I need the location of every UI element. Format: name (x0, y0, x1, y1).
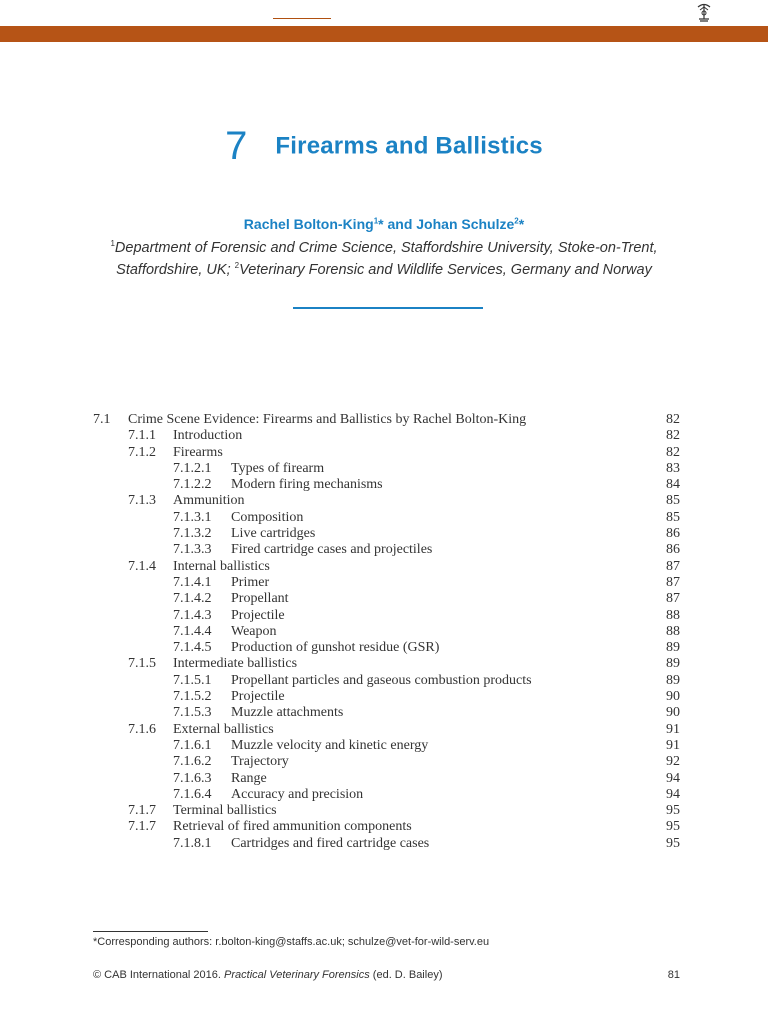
toc-entry-number: 7.1.4.5 (173, 640, 212, 656)
toc-entry-title: Live cartridges (231, 526, 316, 542)
chapter-heading (0, 124, 768, 169)
affiliations (80, 235, 688, 279)
author-name: Johan Schulze (416, 216, 515, 232)
toc-entry-title: Projectile (231, 607, 285, 623)
toc-entry-title: Modern firing mechanisms (231, 477, 383, 493)
toc-entry-page: 86 (666, 542, 680, 558)
toc-entry[interactable] (0, 542, 768, 558)
toc-entry-number: 7.1.7 (128, 819, 156, 835)
toc-entry-page: 87 (666, 574, 680, 590)
toc-entry-number: 7.1.3.1 (173, 509, 212, 525)
toc-entry-number: 7.1.2.2 (173, 477, 212, 493)
toc-entry-title: Propellant (231, 591, 289, 607)
toc-entry-number: 7.1.6.3 (173, 770, 212, 786)
toc-entry-number: 7.1.1 (128, 428, 156, 444)
toc-entry-page: 83 (666, 460, 680, 476)
toc-entry[interactable] (0, 461, 768, 477)
toc-entry-title: Accuracy and precision (231, 786, 364, 802)
toc-entry-title: Crime Scene Evidence: Firearms and Ballistics by Rachel Bolton-King (128, 412, 527, 427)
toc-entry-number: 7.1.5 (128, 656, 156, 672)
toc-entry-title: Projectile (231, 689, 285, 705)
header-rule (273, 18, 331, 19)
toc-entry[interactable] (0, 673, 768, 689)
toc-entry-number: 7.1.4.4 (173, 623, 212, 639)
toc-entry[interactable] (0, 493, 768, 509)
toc-entry[interactable] (0, 640, 768, 656)
toc-entry-title: Firearms (173, 444, 223, 460)
toc-entry-title: Composition (231, 509, 304, 525)
toc-entry-number: 7.1.3 (128, 493, 156, 509)
toc-entry-number: 7.1.5.1 (173, 672, 212, 688)
book-title: Practical Veterinary Forensics (224, 969, 370, 981)
page-footer (93, 969, 442, 981)
toc-entry-number: 7.1.4.1 (173, 574, 212, 590)
toc-entry-page: 89 (666, 640, 680, 656)
toc-entry-page: 91 (666, 721, 680, 737)
toc-entry-page: 92 (666, 754, 680, 770)
toc-entry-title: Primer (231, 574, 270, 590)
toc-entry-title: Muzzle velocity and kinetic energy (231, 737, 429, 753)
toc-entry-page: 82 (666, 412, 680, 427)
toc-entry-page: 85 (666, 493, 680, 509)
authors-and: and (383, 216, 417, 232)
toc-entry-title: Trajectory (231, 754, 289, 770)
toc-entry-page: 87 (666, 591, 680, 607)
toc-entry[interactable] (0, 510, 768, 526)
author-star: * (378, 216, 384, 232)
toc-entry-title: External ballistics (173, 721, 274, 737)
toc-entry-number: 7.1.3.3 (173, 542, 212, 558)
toc-entry[interactable] (0, 477, 768, 493)
toc-entry[interactable] (0, 591, 768, 607)
author-sup: 1 (373, 216, 379, 226)
affil-sup: 1 (110, 239, 115, 248)
toc-entry-number: 7.1.4.2 (173, 591, 212, 607)
toc-entry-number: 7.1.6.4 (173, 786, 212, 802)
toc-entry-title: Muzzle attachments (231, 705, 344, 721)
toc-entry-number: 7.1.4.3 (173, 607, 212, 623)
author-sup: 2 (514, 216, 519, 226)
toc-entry-number: 7.1.6.1 (173, 737, 212, 753)
toc-entry-number: 7.1.5.2 (173, 689, 212, 705)
toc-entry-number: 7.1.8.1 (173, 835, 212, 851)
toc-entry-title: Cartridges and fired cartridge cases (231, 835, 430, 851)
toc-entry-number: 7.1.7 (128, 803, 156, 819)
toc-entry-number: 7.1.2.1 (173, 460, 212, 476)
toc-entry-page: 95 (666, 819, 680, 835)
toc-entry[interactable] (0, 559, 768, 575)
toc-entry-number: 7.1.6.2 (173, 754, 212, 770)
toc-entry-title: Retrieval of fired ammunition components (173, 819, 412, 835)
toc-entry-page: 82 (666, 428, 680, 444)
toc-entry-page: 95 (666, 803, 680, 819)
toc-entry-page: 90 (666, 689, 680, 705)
toc-entry-number: 7.1.5.3 (173, 705, 212, 721)
toc-entry-title: Intermediate ballistics (173, 656, 298, 672)
title-divider (293, 307, 483, 309)
toc-entry[interactable] (0, 787, 768, 803)
toc-entry-page: 94 (666, 786, 680, 802)
toc-entry-title: Production of gunshot residue (GSR) (231, 640, 440, 656)
toc-entry[interactable] (0, 445, 768, 461)
toc-entry-number: 7.1.3.2 (173, 526, 212, 542)
toc-entry[interactable] (0, 803, 768, 819)
toc-entry-title: Terminal ballistics (173, 803, 277, 819)
editor: (ed. D. Bailey) (369, 969, 443, 981)
toc-entry-page: 89 (666, 656, 680, 672)
toc-entry-number: 7.1.2 (128, 444, 156, 460)
toc-entry[interactable] (0, 771, 768, 787)
toc-entry[interactable] (0, 608, 768, 624)
toc-entry[interactable] (0, 624, 768, 640)
toc-entry-title: Range (231, 770, 267, 786)
toc-entry-title: Types of firearm (231, 460, 325, 476)
toc-entry[interactable] (0, 722, 768, 738)
toc-entry[interactable] (0, 412, 768, 428)
authors-line (0, 216, 768, 232)
toc-entry-title: Propellant particles and gaseous combustion products (231, 672, 532, 688)
footnote-rule (93, 931, 208, 932)
toc-entry[interactable] (0, 705, 768, 721)
table-of-contents (0, 412, 768, 852)
chapter-title: Firearms and Ballistics (275, 132, 543, 160)
footnote: *Corresponding authors: r.bolton-king@staffs.ac.uk; schulze@vet-for-wild-serv.eu (93, 936, 490, 948)
toc-entry-page: 94 (666, 770, 680, 786)
toc-entry-page: 90 (666, 705, 680, 721)
toc-entry[interactable] (0, 526, 768, 542)
toc-entry-title: Weapon (231, 623, 277, 639)
toc-entry-title: Ammunition (173, 493, 245, 509)
toc-entry-title: Fired cartridge cases and projectiles (231, 542, 433, 558)
toc-entry-title: Introduction (173, 428, 243, 444)
toc-entry[interactable] (0, 689, 768, 705)
copyright: © CAB International 2016. (93, 969, 225, 981)
toc-entry-page: 95 (666, 835, 680, 851)
affil-text: Department of Forensic and Crime Science, Staffordshire University, Stoke-on-Trent, Staffordshire, UK; (114, 239, 658, 278)
toc-entry-page: 84 (666, 477, 680, 493)
affil-sup: 2 (234, 260, 240, 270)
toc-entry-page: 88 (666, 607, 680, 623)
toc-entry-page: 86 (666, 526, 680, 542)
toc-entry[interactable] (0, 575, 768, 591)
toc-entry[interactable] (0, 738, 768, 754)
toc-entry[interactable] (0, 836, 768, 852)
affil-text: Veterinary Forensic and Wildlife Services, Germany and Norway (239, 261, 652, 278)
toc-entry[interactable] (0, 428, 768, 444)
toc-entry-page: 88 (666, 623, 680, 639)
toc-entry-page: 87 (666, 558, 680, 574)
toc-entry-page: 89 (666, 672, 680, 688)
toc-entry-number: 7.1.6 (128, 721, 156, 737)
toc-entry-page: 82 (666, 444, 680, 460)
toc-entry[interactable] (0, 656, 768, 672)
author-star: * (518, 216, 525, 232)
toc-entry-page: 91 (666, 737, 680, 753)
toc-entry[interactable] (0, 819, 768, 835)
header-bar (0, 26, 768, 42)
toc-entry-number: 7.1 (93, 412, 111, 427)
toc-entry-number: 7.1.4 (128, 558, 156, 574)
toc-entry-title: Internal ballistics (173, 558, 270, 574)
toc-entry-page: 85 (666, 509, 680, 525)
chapter-number: 7 (225, 124, 248, 168)
author-name: Rachel Bolton-King (243, 216, 374, 232)
publisher-logo-icon (694, 1, 714, 23)
page-number: 81 (667, 969, 680, 981)
toc-entry[interactable] (0, 754, 768, 770)
